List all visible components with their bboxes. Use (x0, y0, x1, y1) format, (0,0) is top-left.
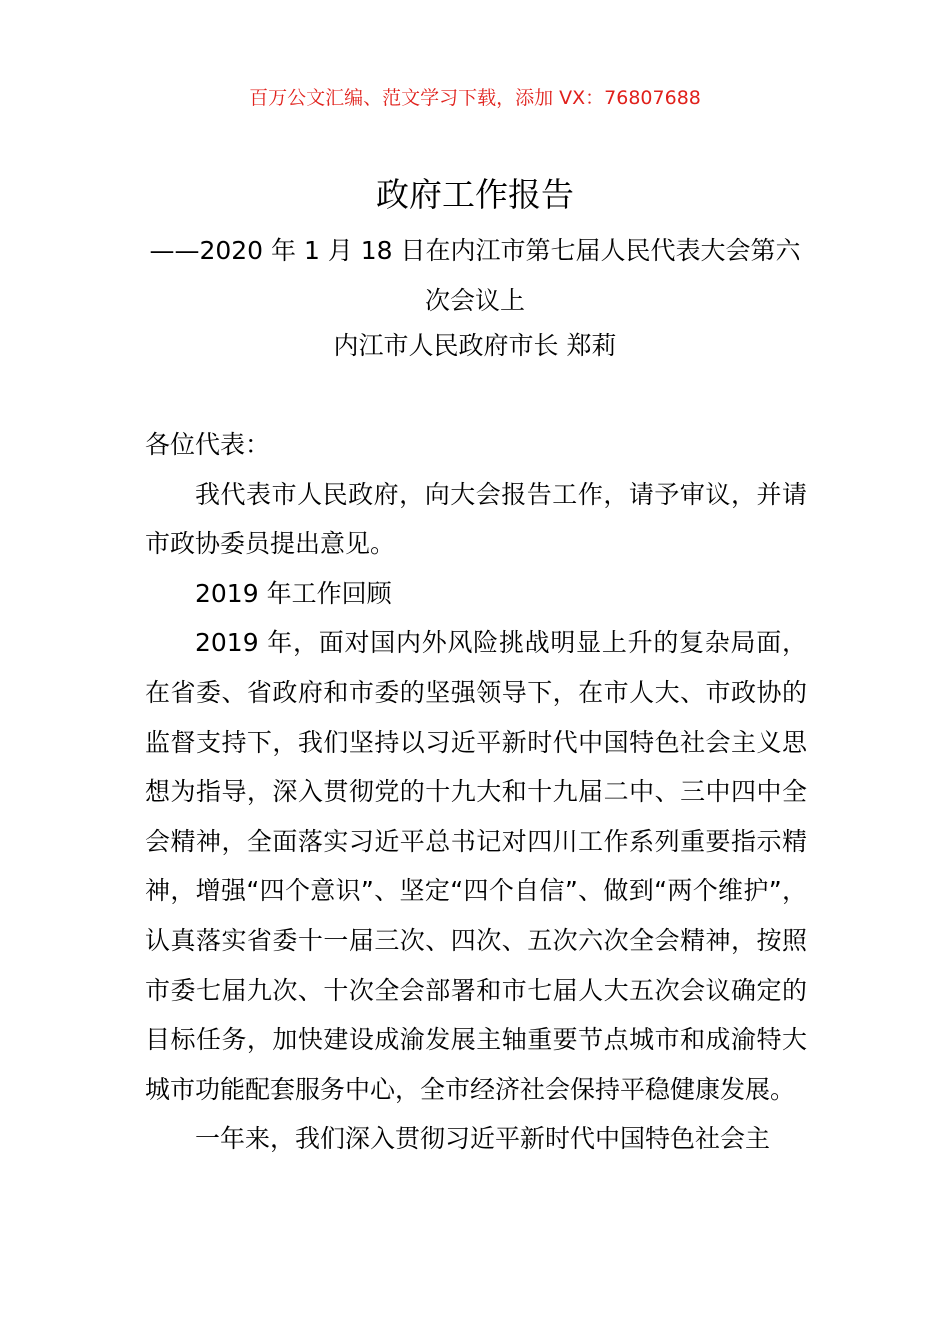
document-body (145, 420, 807, 1164)
paragraph: 一年来，我们深入贯彻习近平新时代中国特色社会主 (195, 1124, 771, 1154)
document-author: 内江市人民政府市长 郑莉 (333, 331, 617, 360)
document-subtitle: ——2020 年 1 月 18 日在内江市第七届人民代表大会第六次会议上 (149, 236, 801, 315)
document-title: 政府工作报告 (376, 175, 574, 214)
paragraph: 2019 年，面对国内外风险挑战明显上升的复杂局面，在省委、省政府和市委的坚强领导下，在市人大、市政协的监督支持下，我们坚持以习近平新时代中国特色社会主义思想为指导，深入贯彻党的十九大和十九届二中、三中四中全会精神，全面落实习近平总书记对四川工作系列重要指示精神，增强“四个意识”、坚定“四个自信”、做到“两个维护”，认真落实省委十一届三次、四次、五次六次全会精神，按照市委七届九次、十次全会部署和市七届人大五次会议确定的目标任务，加快建设成渝发展主轴重要节点城市和成渝特大城市功能配套服务中心，全市经济社会保持平稳健康发展。 (145, 628, 807, 1104)
header-watermark-note: 百万公文汇编、范文学习下载，添加 VX：76807688 (249, 87, 701, 109)
paragraph: 我代表市人民政府，向大会报告工作，请予审议，并请市政协委员提出意见。 (145, 479, 807, 559)
section-heading: 2019 年工作回顾 (195, 578, 392, 608)
salutation: 各位代表： (145, 430, 271, 459)
